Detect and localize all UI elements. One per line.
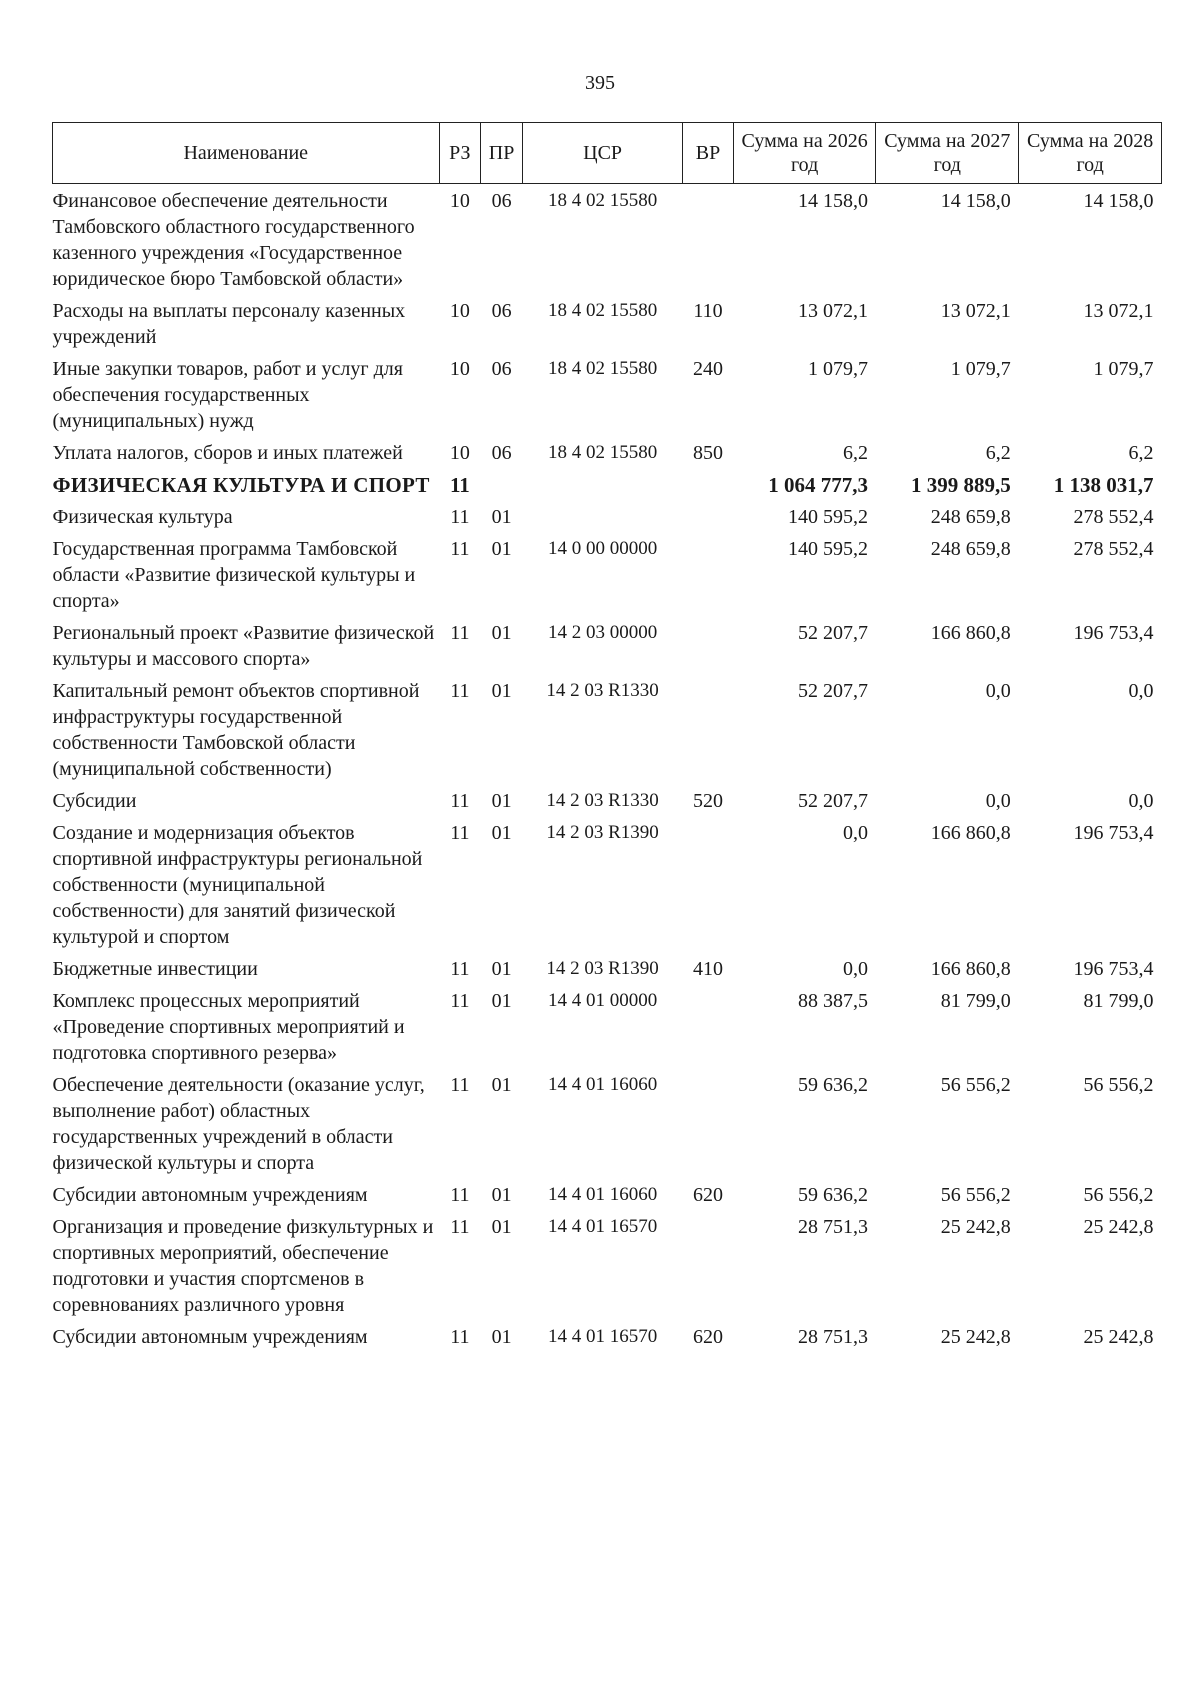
row-pr: 06 (491, 442, 512, 464)
row-name: Организация и проведение физкультурных и спортивных мероприятий, обеспечение подготовки и участия спортсменов в соревнованиях различного уровня (52, 1216, 434, 1316)
row-sum-2026: 52 207,7 (797, 622, 868, 644)
row-sum-2027: 25 242,8 (940, 1326, 1011, 1348)
row-name: Капитальный ремонт объектов спортивной инфраструктуры государственной собственности Тамбовской области (муниципальной собственности) (52, 680, 420, 780)
table-row (53, 816, 1162, 952)
row-pr: 01 (491, 1184, 512, 1206)
row-sum-2028: 25 242,8 (1083, 1326, 1154, 1348)
row-sum-2028: 13 072,1 (1083, 300, 1154, 322)
row-name: Региональный проект «Развитие физической культуры и массового спорта» (52, 622, 435, 670)
row-sum-2028: 196 753,4 (1073, 822, 1154, 844)
row-pr: 06 (491, 190, 512, 212)
row-name: Бюджетные инвестиции (52, 958, 258, 980)
table-row (53, 532, 1162, 616)
row-sum-2027: 6,2 (985, 442, 1011, 464)
row-rz: 11 (450, 622, 470, 644)
row-pr (481, 468, 523, 500)
row-sum-2028: 196 753,4 (1073, 958, 1154, 980)
row-sum-2026: 6,2 (842, 442, 868, 464)
row-name: Субсидии автономным учреждениям (52, 1184, 368, 1206)
row-sum-2028: 56 556,2 (1083, 1184, 1154, 1206)
table-row (53, 500, 1162, 532)
row-sum-2027: 13 072,1 (940, 300, 1011, 322)
row-name: Субсидии автономным учреждениям (52, 1326, 368, 1348)
row-rz: 11 (449, 473, 470, 497)
table-row (53, 1320, 1162, 1352)
header-csr: ЦСР (522, 123, 682, 184)
header-name: Наименование (53, 123, 440, 184)
row-sum-2028: 278 552,4 (1073, 506, 1154, 528)
row-sum-2026: 1 064 777,3 (768, 473, 868, 497)
row-sum-2027: 0,0 (985, 680, 1011, 702)
header-rz: РЗ (439, 123, 481, 184)
row-sum-2028: 0,0 (1128, 790, 1154, 812)
row-sum-2028: 0,0 (1128, 680, 1154, 702)
row-sum-2027: 1 079,7 (950, 358, 1011, 380)
row-vr (683, 532, 734, 616)
row-csr: 14 2 03 R1330 (546, 680, 659, 701)
row-sum-2027: 0,0 (985, 790, 1011, 812)
row-sum-2028: 196 753,4 (1073, 622, 1154, 644)
row-sum-2026: 0,0 (842, 958, 868, 980)
row-vr: 410 (692, 958, 723, 980)
row-name: Уплата налогов, сборов и иных платежей (52, 442, 403, 464)
row-name: Создание и модернизация объектов спортивной инфраструктуры региональной собственности (муниципальной собственности) для занятий физической культурой и спортом (52, 822, 423, 948)
row-sum-2026: 59 636,2 (797, 1074, 868, 1096)
header-sum-2027: Сумма на 2027 год (876, 123, 1019, 184)
row-pr: 01 (491, 958, 512, 980)
row-sum-2026: 52 207,7 (797, 680, 868, 702)
row-sum-2027: 166 860,8 (930, 822, 1011, 844)
row-sum-2028: 81 799,0 (1083, 990, 1154, 1012)
row-name: Финансовое обеспечение деятельности Тамбовского областного государственного казенного учреждения «Государственное юридическое бюро Тамбовской области» (52, 190, 415, 290)
header-vr: ВР (683, 123, 734, 184)
table-body (53, 184, 1162, 1353)
row-rz: 11 (450, 958, 470, 980)
row-sum-2027: 14 158,0 (940, 190, 1011, 212)
row-sum-2027: 1 399 889,5 (910, 473, 1011, 497)
table-row (53, 784, 1162, 816)
row-vr (683, 816, 734, 952)
row-name: Обеспечение деятельности (оказание услуг, выполнение работ) областных государственных учреждений в области физической культуры и спорта (52, 1074, 425, 1174)
row-pr: 01 (491, 1216, 512, 1238)
row-csr: 14 2 03 00000 (547, 622, 658, 643)
row-vr: 620 (692, 1326, 723, 1348)
row-csr: 18 4 02 15580 (547, 442, 658, 463)
row-rz: 10 (449, 442, 470, 464)
row-csr (522, 500, 682, 532)
row-rz: 10 (449, 358, 470, 380)
table-header-row (53, 123, 1162, 184)
row-csr: 14 4 01 00000 (547, 990, 658, 1011)
row-rz: 11 (450, 1216, 470, 1238)
row-name: ФИЗИЧЕСКАЯ КУЛЬТУРА И СПОРТ (52, 473, 430, 497)
row-csr: 18 4 02 15580 (547, 300, 658, 321)
row-sum-2027: 81 799,0 (940, 990, 1011, 1012)
row-pr: 01 (491, 990, 512, 1012)
row-csr: 14 4 01 16570 (547, 1216, 658, 1237)
row-sum-2026: 140 595,2 (787, 506, 868, 528)
row-csr (522, 468, 682, 500)
budget-table (52, 122, 1162, 1352)
row-sum-2028: 6,2 (1128, 442, 1154, 464)
row-sum-2026: 14 158,0 (797, 190, 868, 212)
row-sum-2026: 28 751,3 (797, 1326, 868, 1348)
row-pr: 01 (491, 822, 512, 844)
table-row (53, 616, 1162, 674)
row-pr: 01 (491, 506, 512, 528)
row-vr (683, 674, 734, 784)
row-pr: 01 (491, 790, 512, 812)
row-sum-2028: 1 138 031,7 (1053, 473, 1154, 497)
row-vr (683, 468, 734, 500)
header-sum-2028: Сумма на 2028 год (1019, 123, 1162, 184)
row-vr (683, 984, 734, 1068)
row-pr: 01 (491, 622, 512, 644)
row-sum-2027: 56 556,2 (940, 1184, 1011, 1206)
header-sum-2026: Сумма на 2026 год (733, 123, 876, 184)
row-sum-2026: 52 207,7 (797, 790, 868, 812)
row-csr: 14 4 01 16060 (547, 1184, 658, 1205)
row-sum-2026: 13 072,1 (797, 300, 868, 322)
row-rz: 11 (450, 990, 470, 1012)
row-vr: 240 (692, 358, 723, 380)
row-name: Субсидии (52, 790, 137, 812)
row-vr (683, 184, 734, 295)
row-name: Расходы на выплаты персоналу казенных учреждений (52, 300, 406, 348)
row-sum-2027: 56 556,2 (940, 1074, 1011, 1096)
table-row (53, 468, 1162, 500)
row-csr: 18 4 02 15580 (547, 358, 658, 379)
row-csr: 14 2 03 R1390 (546, 958, 659, 979)
row-sum-2027: 166 860,8 (930, 622, 1011, 644)
table-row (53, 184, 1162, 295)
row-vr (683, 500, 734, 532)
row-sum-2026: 0,0 (842, 822, 868, 844)
row-rz: 11 (450, 680, 470, 702)
row-vr (683, 616, 734, 674)
row-name: Комплекс процессных мероприятий «Проведение спортивных мероприятий и подготовка спортивного резерва» (52, 990, 405, 1064)
row-sum-2027: 248 659,8 (930, 538, 1011, 560)
row-sum-2028: 278 552,4 (1073, 538, 1154, 560)
row-sum-2028: 56 556,2 (1083, 1074, 1154, 1096)
row-rz: 11 (450, 1074, 470, 1096)
table-row (53, 352, 1162, 436)
row-rz: 11 (450, 506, 470, 528)
page-number: 395 (585, 72, 615, 94)
row-rz: 11 (450, 790, 470, 812)
row-sum-2026: 140 595,2 (787, 538, 868, 560)
row-pr: 06 (491, 300, 512, 322)
row-vr (683, 1210, 734, 1320)
row-vr (683, 1068, 734, 1178)
table-row (53, 674, 1162, 784)
row-sum-2026: 1 079,7 (807, 358, 868, 380)
row-vr: 520 (692, 790, 723, 812)
row-name: Государственная программа Тамбовской области «Развитие физической культуры и спорта» (52, 538, 416, 612)
row-pr: 01 (491, 680, 512, 702)
row-name: Иные закупки товаров, работ и услуг для обеспечения государственных (муниципальных) нужд (52, 358, 403, 432)
table-row (53, 1210, 1162, 1320)
row-sum-2028: 1 079,7 (1093, 358, 1154, 380)
row-pr: 01 (491, 1326, 512, 1348)
row-csr: 14 2 03 R1390 (546, 822, 659, 843)
table-row (53, 436, 1162, 468)
row-csr: 14 4 01 16060 (547, 1074, 658, 1095)
row-pr: 01 (491, 1074, 512, 1096)
row-pr: 06 (491, 358, 512, 380)
row-csr: 14 0 00 00000 (547, 538, 658, 559)
header-pr: ПР (481, 123, 523, 184)
table-row (53, 984, 1162, 1068)
row-csr: 14 2 03 R1330 (546, 790, 659, 811)
row-csr: 14 4 01 16570 (547, 1326, 658, 1347)
table-row (53, 294, 1162, 352)
row-sum-2027: 248 659,8 (930, 506, 1011, 528)
row-pr: 01 (491, 538, 512, 560)
row-name: Физическая культура (52, 506, 233, 528)
row-rz: 11 (450, 1184, 470, 1206)
table-row (53, 1068, 1162, 1178)
row-sum-2026: 88 387,5 (797, 990, 868, 1012)
row-sum-2027: 25 242,8 (940, 1216, 1011, 1238)
row-rz: 10 (449, 300, 470, 322)
table-row (53, 952, 1162, 984)
row-rz: 10 (449, 190, 470, 212)
row-sum-2028: 14 158,0 (1083, 190, 1154, 212)
row-rz: 11 (450, 1326, 470, 1348)
row-rz: 11 (450, 538, 470, 560)
row-sum-2026: 28 751,3 (797, 1216, 868, 1238)
row-rz: 11 (450, 822, 470, 844)
row-sum-2026: 59 636,2 (797, 1184, 868, 1206)
row-csr: 18 4 02 15580 (547, 190, 658, 211)
row-sum-2027: 166 860,8 (930, 958, 1011, 980)
row-vr: 850 (692, 442, 723, 464)
row-vr: 110 (693, 300, 723, 322)
row-vr: 620 (692, 1184, 723, 1206)
table-row (53, 1178, 1162, 1210)
row-sum-2028: 25 242,8 (1083, 1216, 1154, 1238)
